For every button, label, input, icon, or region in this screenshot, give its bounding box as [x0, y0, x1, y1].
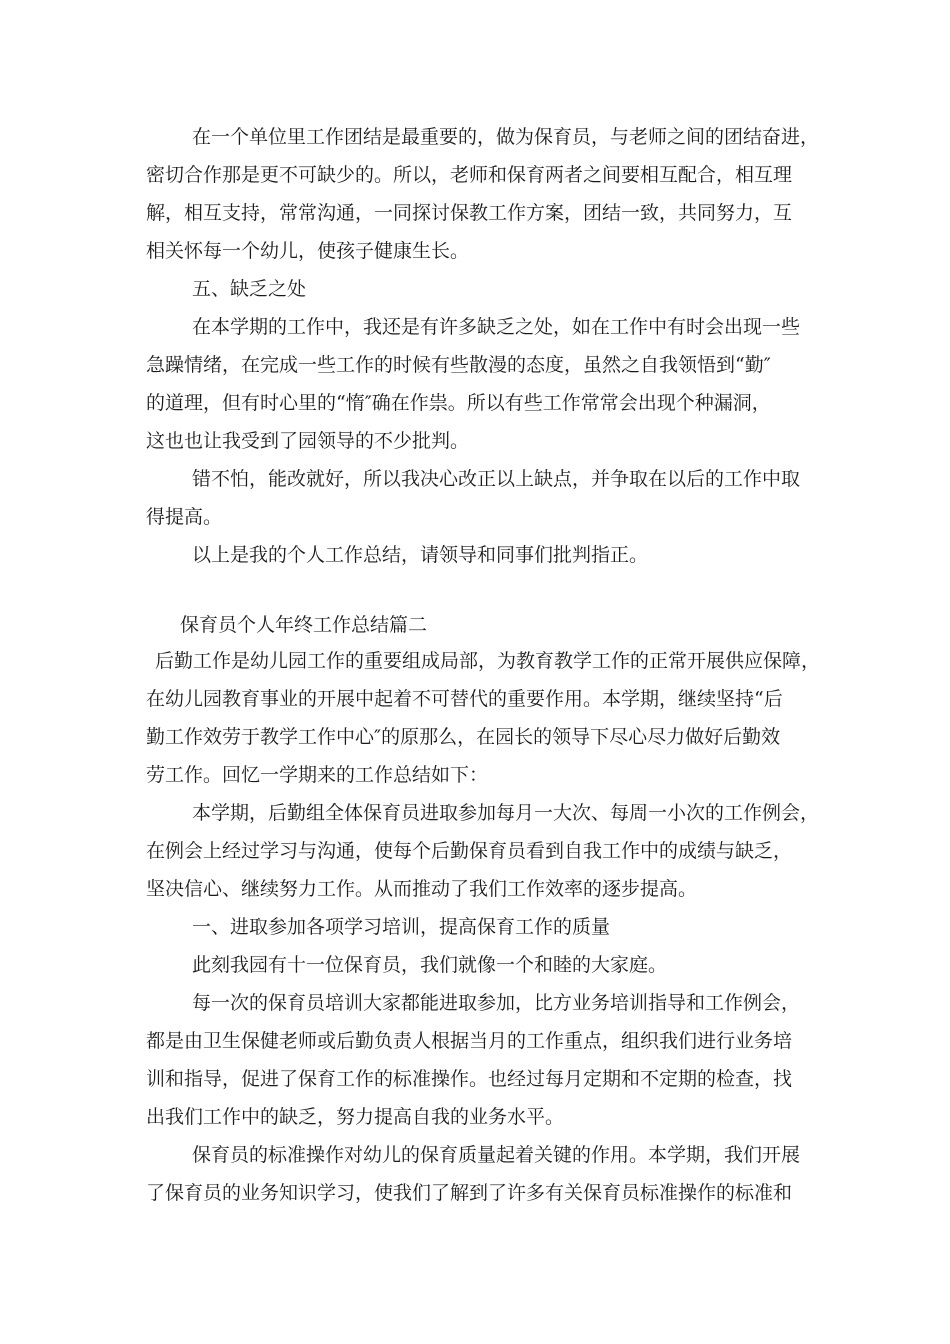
paragraph-line: 后勤工作是幼儿园工作的重要组成局部，为教育教学工作的正常开展供应保障， [155, 650, 821, 672]
section-heading: 一、进取参加各项学习培训，提高保育工作的质量 [192, 916, 611, 938]
paragraph-line: 本学期，后勤组全体保育员进取参加每月一大次、每周一小次的工作例会， [192, 802, 820, 824]
paragraph-line: 都是由卫生保健老师或后勤负责人根据当月的工作重点，组织我们进行业务培 [146, 1030, 793, 1052]
paragraph-line: 解，相互支持，常常沟通，一同探讨保教工作方案，团结一致，共同努力，互 [146, 202, 793, 224]
paragraph-line: 保育员的标准操作对幼儿的保育质量起着关键的作用。本学期，我们开展 [192, 1144, 801, 1166]
paragraph-line: 每一次的保育员培训大家都能进取参加，比方业务培训指导和工作例会， [192, 992, 801, 1014]
article-title: 保育员个人年终工作总结篇二 [180, 614, 428, 636]
paragraph-line: 在本学期的工作中，我还是有许多缺乏之处，如在工作中有时会出现一些 [192, 316, 801, 338]
paragraph-line: 劳工作。回忆一学期来的工作总结如下： [146, 764, 489, 786]
paragraph-line: 出我们工作中的缺乏，努力提高自我的业务水平。 [146, 1106, 565, 1128]
paragraph-line: 这也也让我受到了园领导的不少批判。 [146, 430, 470, 452]
paragraph-line: 相关怀每一个幼儿，使孩子健康生长。 [146, 240, 470, 262]
paragraph-line: 密切合作那是更不可缺少的。所以，老师和保育两者之间要相互配合，相互理 [146, 164, 793, 186]
paragraph-line: 此刻我园有十一位保育员，我们就像一个和睦的大家庭。 [192, 954, 668, 976]
paragraph-line: 的道理，但有时心里的“惰″确在作祟。所以有些工作常常会出现个种漏洞， [146, 392, 771, 414]
paragraph-line: 训和指导，促进了保育工作的标准操作。也经过每月定期和不定期的检查，找 [146, 1068, 793, 1090]
paragraph-line: 以上是我的个人工作总结，请领导和同事们批判指正。 [192, 544, 649, 566]
paragraph-line: 错不怕，能改就好，所以我决心改正以上缺点，并争取在以后的工作中取 [192, 468, 801, 490]
paragraph-line: 在幼儿园教育事业的开展中起着不可替代的重要作用。本学期，继续坚持“后 [146, 688, 783, 710]
paragraph-line: 勤工作效劳于教学工作中心″的原那么，在园长的领导下尽心尽力做好后勤效 [146, 726, 781, 748]
paragraph-line: 得提高。 [146, 506, 223, 528]
section-heading: 五、缺乏之处 [192, 278, 307, 300]
paragraph-line: 坚决信心、继续努力工作。从而推动了我们工作效率的逐步提高。 [146, 878, 698, 900]
paragraph-line: 在一个单位里工作团结是最重要的，做为保育员，与老师之间的团结奋进， [192, 126, 820, 148]
paragraph-line: 在例会上经过学习与沟通，使每个后勤保育员看到自我工作中的成绩与缺乏， [146, 840, 793, 862]
paragraph-line: 急躁情绪，在完成一些工作的时候有些散漫的态度，虽然之自我领悟到“勤″ [146, 354, 771, 376]
paragraph-line: 了保育员的业务知识学习，使我们了解到了许多有关保育员标准操作的标准和 [146, 1182, 793, 1204]
